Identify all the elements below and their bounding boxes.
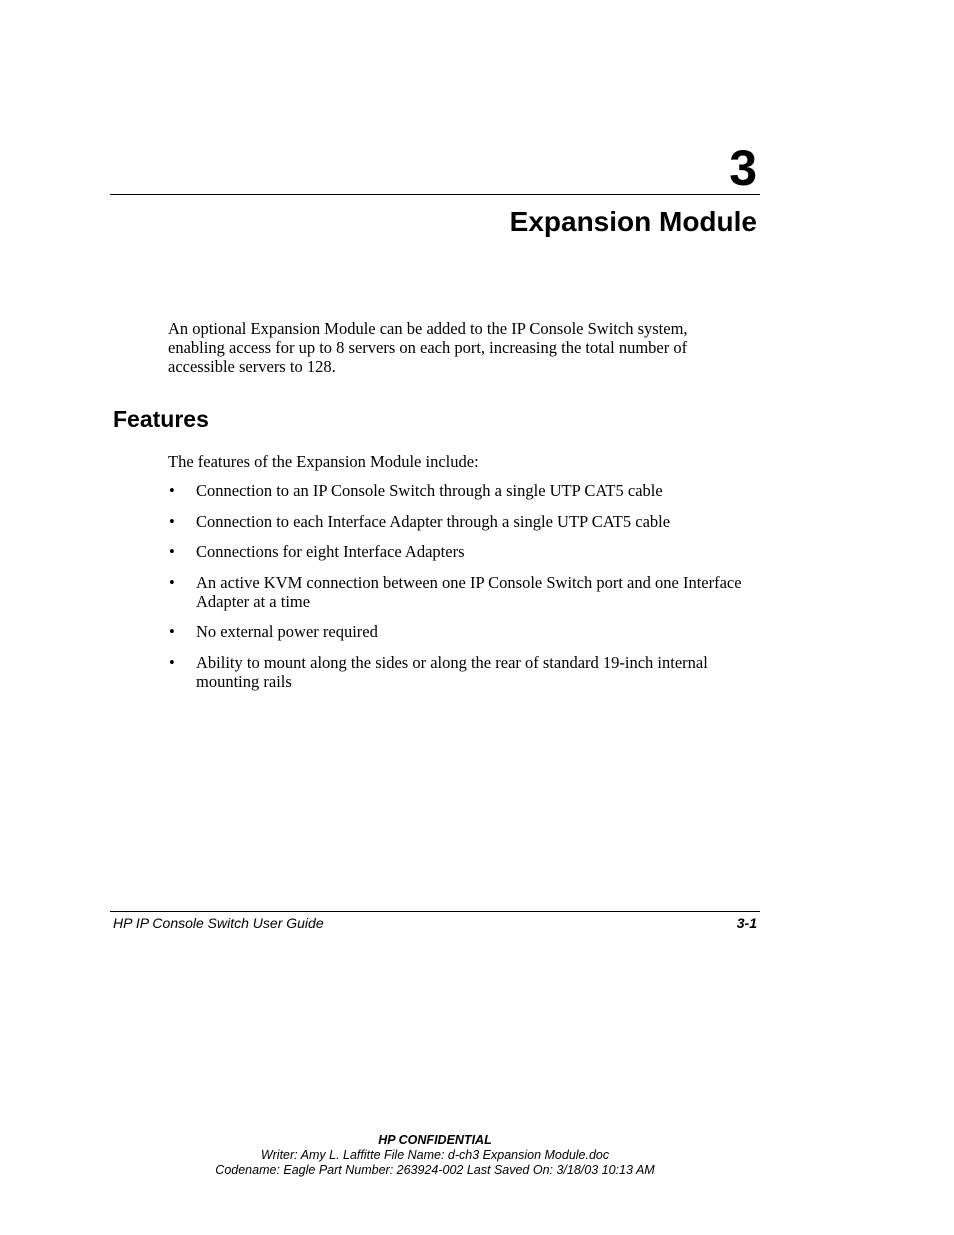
confidential-writer-line: Writer: Amy L. Laffitte File Name: d-ch3 Expansion Module.doc <box>260 1148 610 1162</box>
list-item-text: An active KVM connection between one IP Console Switch port and one Interface Adapter at a time <box>196 572 742 611</box>
features-lead-text: The features of the Expansion Module include: <box>168 452 479 471</box>
chapter-number: 3 <box>729 140 757 196</box>
list-item <box>168 622 743 641</box>
bullet-icon: • <box>169 652 175 672</box>
bullet-icon: • <box>169 511 175 531</box>
bullet-icon: • <box>169 572 175 592</box>
list-item <box>168 512 743 531</box>
footer-page-number: 3-1 <box>736 915 757 931</box>
bullet-icon: • <box>169 622 175 641</box>
features-list <box>168 481 743 702</box>
bullet-icon: • <box>169 542 175 561</box>
list-item <box>168 573 743 611</box>
confidential-codename-line: Codename: Eagle Part Number: 263924-002 Last Saved On: 3/18/03 10:13 AM <box>215 1163 655 1177</box>
section-heading-features: Features <box>113 406 209 432</box>
footer-guide-title: HP IP Console Switch User Guide <box>113 915 324 931</box>
bullet-icon: • <box>169 481 175 500</box>
list-item <box>168 481 743 500</box>
list-item-text: No external power required <box>196 622 378 641</box>
confidential-notice <box>0 1133 870 1178</box>
list-item-text: Ability to mount along the sides or along the rear of standard 19-inch internal mounting rails <box>196 652 708 691</box>
list-item <box>168 542 743 561</box>
chapter-title: Expansion Module <box>509 206 757 237</box>
footer-divider <box>110 911 760 912</box>
list-item-text: Connection to an IP Console Switch through a single UTP CAT5 cable <box>196 481 663 500</box>
confidential-title: HP CONFIDENTIAL <box>378 1133 492 1147</box>
list-item-text: Connections for eight Interface Adapters <box>196 542 465 561</box>
list-item-text: Connection to each Interface Adapter through a single UTP CAT5 cable <box>196 511 671 531</box>
intro-paragraph: An optional Expansion Module can be added to the IP Console Switch system, enabling access for up to 8 servers on each port, increasing the total number of accessible servers to 128. <box>168 319 688 376</box>
chapter-divider <box>110 194 760 195</box>
list-item <box>168 653 743 691</box>
